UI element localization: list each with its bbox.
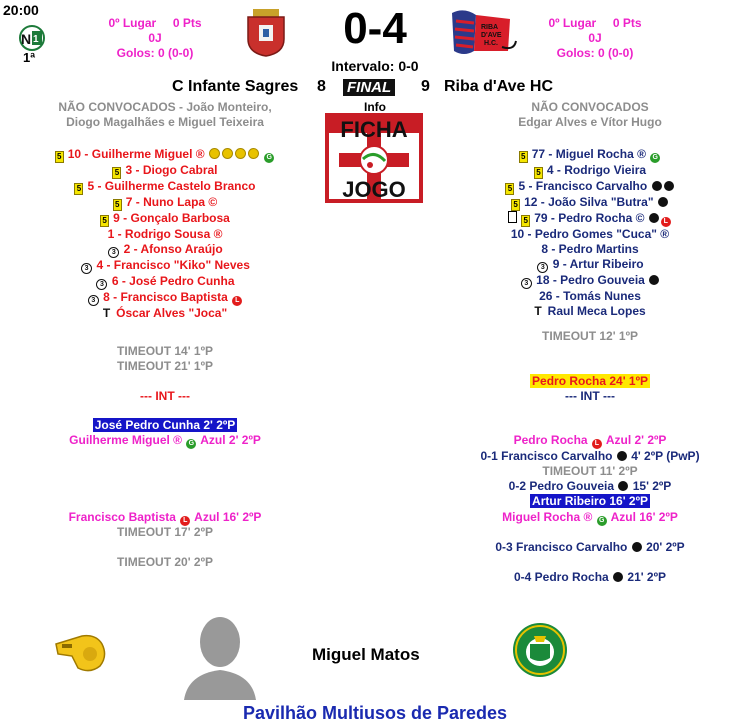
away-goal-1-time: 4' 2ºP (PwP) <box>631 449 700 463</box>
list-item[interactable]: 3 6 - José Pedro Cunha <box>20 274 310 290</box>
home-timeout-2: TIMEOUT 21' 1ºP <box>117 359 213 373</box>
number-badge: 3 <box>96 279 107 290</box>
away-goal-3-time: 20' 2ºP <box>646 540 685 554</box>
away-timeout-2: TIMEOUT 11' 2ºP <box>542 464 638 478</box>
jogo-word: JOGO <box>342 177 406 202</box>
list-item[interactable]: 10 - Pedro Gomes "Cuca" ® <box>510 227 670 241</box>
red-card-icon: L <box>661 217 671 227</box>
ficha-word: FICHA <box>340 117 408 142</box>
halftime-score: Intervalo: 0-0 <box>331 58 419 74</box>
list-item[interactable]: 1 - Rodrigo Sousa ® <box>107 227 223 241</box>
list-item[interactable]: T Raul Meca Lopes <box>534 304 646 318</box>
svg-text:D'AVE: D'AVE <box>481 32 502 39</box>
goal-ball-icon <box>632 542 642 552</box>
list-item[interactable]: 5 5 - Francisco Carvalho <box>440 179 740 195</box>
svg-text:N: N <box>21 31 32 47</box>
away-event-card: Pedro Rocha 24' 1ºP <box>532 374 648 388</box>
list-item[interactable]: T Óscar Alves "Joca" <box>102 306 228 320</box>
home-goals: Golos: 0 (0-0) <box>116 46 194 60</box>
round-label: 1ª <box>23 50 36 65</box>
red-card-icon: L <box>232 296 242 306</box>
referee-name[interactable]: Miguel Matos <box>312 645 420 664</box>
starter-badge: 5 <box>519 151 528 163</box>
away-goals: Golos: 0 (0-0) <box>556 46 634 60</box>
match-time: 20:00 <box>3 2 39 18</box>
green-card-icon: G <box>650 153 660 163</box>
list-item[interactable]: 3 9 - Artur Ribeiro <box>440 257 740 273</box>
away-event-player: Pedro Rocha <box>513 433 588 447</box>
starter-badge: 5 <box>505 183 514 195</box>
starter-badge: 5 <box>534 167 543 179</box>
away-event-player: Miguel Rocha ® <box>502 510 593 524</box>
home-event-time: Azul 2' 2ºP <box>200 433 261 447</box>
competition-logo <box>17 25 47 51</box>
home-event-player: Francisco Baptista <box>68 510 176 524</box>
away-timeout-1: TIMEOUT 12' 1ºP <box>542 329 638 343</box>
list-item[interactable]: 3 4 - Francisco "Kiko" Neves <box>20 258 310 274</box>
home-team-name[interactable]: C Infante Sagres <box>172 78 299 95</box>
away-goal-4-time: 21' 2ºP <box>627 570 666 584</box>
list-item[interactable]: 3 18 - Pedro Gouveia <box>440 273 740 289</box>
home-timeout-4: TIMEOUT 20' 2ºP <box>117 555 213 569</box>
away-absent-names: Edgar Alves e Vítor Hugo <box>518 115 662 129</box>
home-timeout-1: TIMEOUT 14' 1ºP <box>117 344 213 358</box>
goalkeeper-badge <box>508 211 517 223</box>
match-score: 0-4 <box>343 4 407 53</box>
green-card-icon: G <box>597 516 607 526</box>
home-team-crest[interactable] <box>245 7 287 57</box>
coach-badge: T <box>102 306 111 320</box>
federation-logo <box>512 622 568 678</box>
away-goal-3: 0-3 Francisco Carvalho <box>495 540 628 554</box>
final-status-badge: FINAL <box>343 79 395 96</box>
number-badge: 3 <box>88 295 99 306</box>
number-badge: 3 <box>81 263 92 274</box>
number-badge: 3 <box>537 262 548 273</box>
svg-text:H.C.: H.C. <box>484 40 498 47</box>
home-player-count: 8 <box>317 78 326 95</box>
list-item[interactable]: 5 7 - Nuno Lapa © <box>20 195 310 211</box>
home-roster <box>20 147 310 321</box>
home-timeout-3: TIMEOUT 17' 2ºP <box>117 525 213 539</box>
number-badge: 3 <box>108 247 119 258</box>
away-team-name[interactable]: Riba d'Ave HC <box>444 78 554 95</box>
starter-badge: 5 <box>113 199 122 211</box>
away-event-time: Azul 16' 2ºP <box>610 510 678 524</box>
home-games: 0J <box>148 31 162 45</box>
list-item[interactable]: 3 2 - Afonso Araújo <box>20 242 310 258</box>
svg-text:RIBA: RIBA <box>481 24 499 31</box>
home-interval: --- INT --- <box>140 389 190 403</box>
black-ball-icon <box>649 275 659 285</box>
green-card-icon: G <box>264 153 274 163</box>
list-item[interactable]: 5 12 - João Silva "Butra" <box>440 195 740 211</box>
goal-ball-icon <box>617 451 627 461</box>
home-event-exclusion: José Pedro Cunha 2' 2ºP <box>94 418 236 432</box>
away-pts: 0 Pts <box>612 16 642 30</box>
home-event-player: Guilherme Miguel ® <box>69 433 183 447</box>
list-item[interactable]: 5 10 - Guilherme Miguel ® G <box>20 147 310 163</box>
gold-coin-icon <box>208 147 260 161</box>
away-goal-1: 0-1 Francisco Carvalho <box>480 449 613 463</box>
black-ball-icon <box>649 213 659 223</box>
away-event-exclusion: Artur Ribeiro 16' 2ºP <box>532 494 648 508</box>
starter-badge: 5 <box>74 183 83 195</box>
starter-badge: 5 <box>55 151 64 163</box>
green-card-icon: G <box>186 439 196 449</box>
red-card-icon: L <box>592 439 602 449</box>
goal-ball-icon <box>613 572 623 582</box>
starter-badge: 5 <box>511 199 520 211</box>
home-pts: 0 Pts <box>172 16 202 30</box>
list-item[interactable]: 26 - Tomás Nunes <box>539 289 641 303</box>
list-item[interactable]: 5 9 - Gonçalo Barbosa <box>20 211 310 227</box>
list-item[interactable]: 5 77 - Miguel Rocha ® G <box>440 147 740 163</box>
list-item[interactable]: 5 5 - Guilherme Castelo Branco <box>20 179 310 195</box>
away-goal-2-time: 15' 2ºP <box>632 479 672 493</box>
away-games: 0J <box>588 31 602 45</box>
list-item[interactable]: 5 79 - Pedro Rocha © L <box>440 211 740 227</box>
venue-name[interactable]: Pavilhão Multiusos de Paredes <box>242 703 508 723</box>
home-place: 0º Lugar <box>108 16 157 30</box>
ficha-jogo-logo[interactable] <box>323 113 425 205</box>
away-absent-title: NÃO CONVOCADOS <box>531 100 649 114</box>
info-link[interactable]: Info <box>364 100 386 114</box>
home-absent-title: NÃO CONVOCADOS - João Monteiro, <box>58 100 272 114</box>
red-card-icon: L <box>180 516 190 526</box>
list-item[interactable]: 5 4 - Rodrigo Vieira <box>440 163 740 179</box>
black-ball-icon <box>651 179 675 193</box>
starter-badge: 5 <box>521 215 530 227</box>
away-team-crest[interactable] <box>450 7 520 57</box>
list-item[interactable]: 8 - Pedro Martins <box>541 242 639 256</box>
goal-ball-icon <box>618 481 628 491</box>
referee-avatar-icon[interactable] <box>180 612 260 700</box>
away-goal-4: 0-4 Pedro Rocha <box>514 570 609 584</box>
svg-text:1: 1 <box>33 34 39 45</box>
away-roster <box>440 147 740 319</box>
home-absent-names: Diogo Magalhães e Miguel Teixeira <box>66 115 264 129</box>
away-interval: --- INT --- <box>565 389 615 403</box>
list-item[interactable]: 5 3 - Diogo Cabral <box>20 163 310 179</box>
number-badge: 3 <box>521 278 532 289</box>
starter-badge: 5 <box>112 167 121 179</box>
coach-badge: T <box>534 304 542 318</box>
starter-badge: 5 <box>100 215 109 227</box>
away-place: 0º Lugar <box>548 16 597 30</box>
away-goal-2: 0-2 Pedro Gouveia <box>508 479 615 493</box>
away-player-count: 9 <box>421 78 430 95</box>
list-item[interactable]: 3 8 - Francisco Baptista L <box>20 290 310 306</box>
home-event-time: Azul 16' 2ºP <box>194 510 262 524</box>
whistle-icon <box>52 626 112 676</box>
away-event-time: Azul 2' 2ºP <box>605 433 667 447</box>
black-ball-icon <box>658 197 668 207</box>
